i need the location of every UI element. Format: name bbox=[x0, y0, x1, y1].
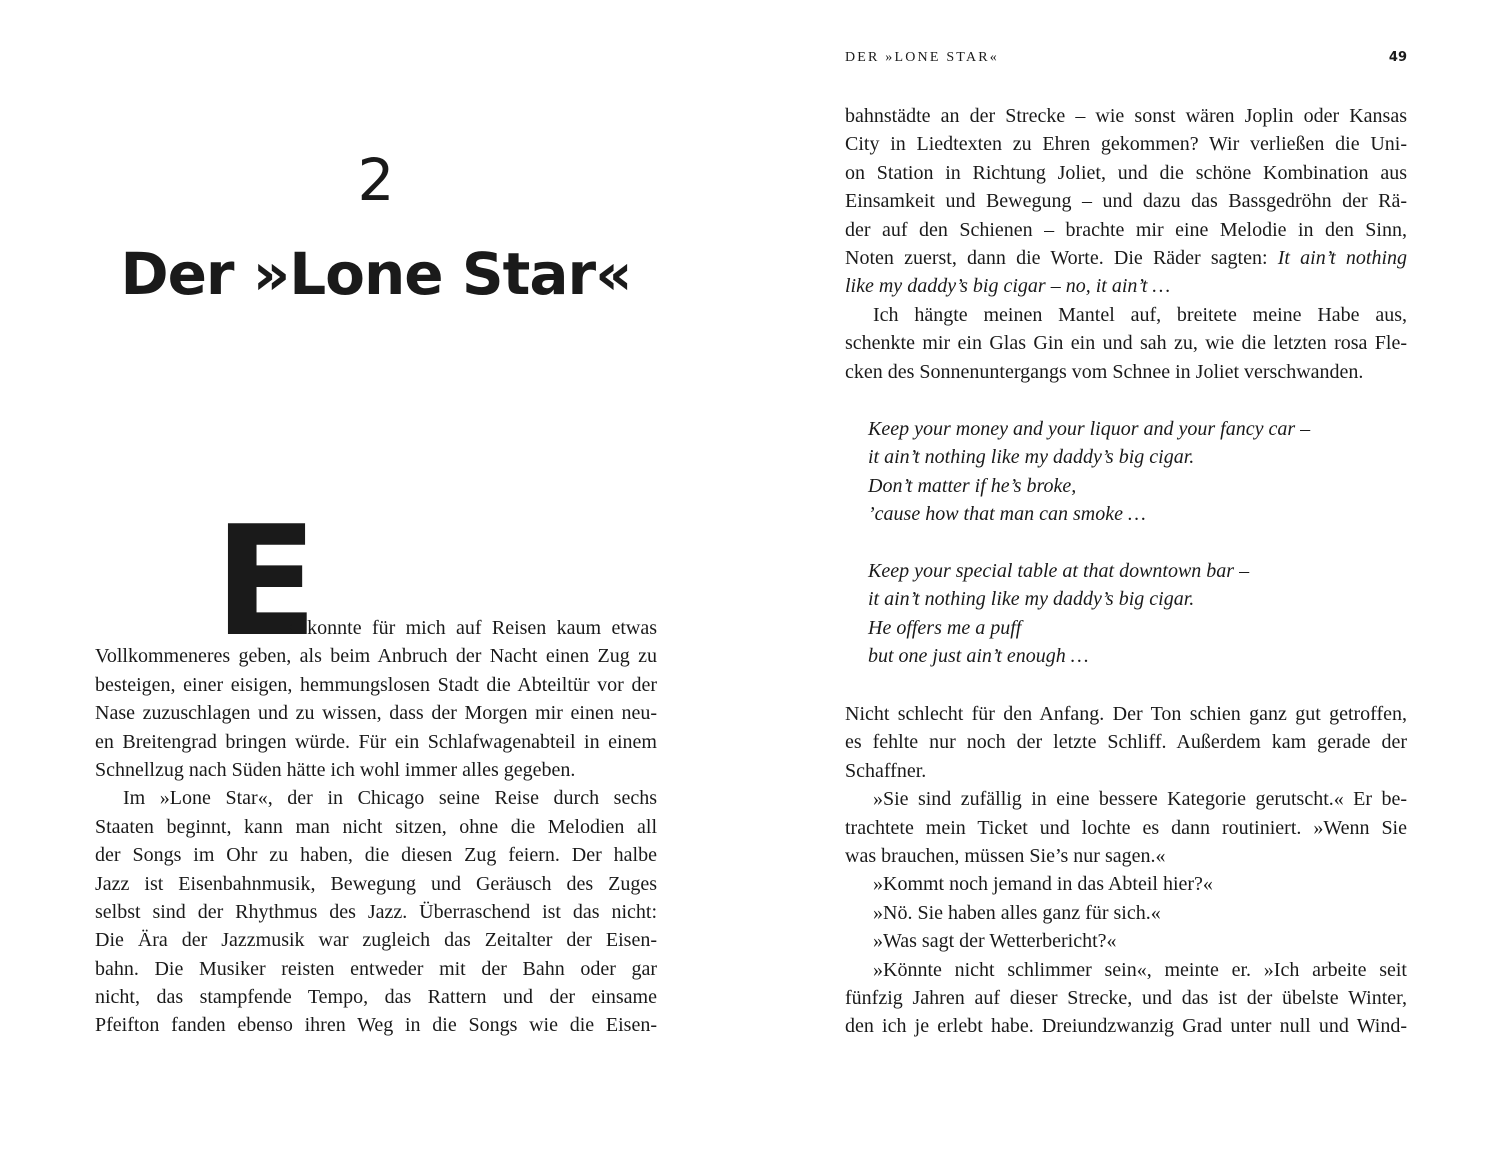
text-line: bahnstädte an der Strecke – wie sonst wären Joplin oder Kansas bbox=[845, 105, 1407, 127]
text-line: on Station in Richtung Joliet, und die schöne Kombination aus bbox=[845, 161, 1407, 184]
right-body-text-bottom bbox=[845, 700, 1407, 1041]
right-page bbox=[750, 0, 1500, 1154]
text-line: Ich hängte meinen Mantel auf, breitete meine Habe aus, bbox=[873, 303, 1407, 326]
text-line: der Songs im Ohr zu haben, die diesen Zug feiern. Der halbe bbox=[95, 844, 657, 867]
text-line: »Könnte nicht schlimmer sein«, meinte er. »Ich arbeite seit bbox=[873, 958, 1407, 981]
text-line: cken des Sonnenuntergangs vom Schnee in Joliet verschwanden. bbox=[845, 360, 1364, 383]
text-line: was brauchen, müssen Sie’s nur sagen.« bbox=[845, 844, 1166, 867]
text-line: Nicht schlecht für den Anfang. Der Ton schien ganz gut getroffen, bbox=[845, 703, 1407, 725]
chapter-number: 2 bbox=[357, 146, 395, 214]
text-line: »Nö. Sie haben alles ganz für sich.« bbox=[873, 901, 1161, 924]
running-head: DER »LONE STAR« bbox=[845, 50, 999, 65]
text-line: »Kommt noch jemand in das Abteil hier?« bbox=[873, 873, 1213, 896]
verse-stanza-2 bbox=[868, 557, 1368, 671]
text-line: selbst sind der Rhythmus des Jazz. Überraschend ist das nicht: bbox=[95, 900, 657, 923]
verse-line: it ain’t nothing like my daddy’s big cigar. bbox=[868, 446, 1195, 469]
verse-stanza-1 bbox=[868, 415, 1368, 529]
text-line: »Sie sind zufällig in eine bessere Kategorie gerutscht.« Er be- bbox=[873, 788, 1407, 811]
text-line: en Breitengrad bringen würde. Für ein Schlafwagenabteil in einem bbox=[95, 730, 657, 753]
text-line: fünfzig Jahren auf dieser Strecke, und das ist der übelste Winter, bbox=[845, 986, 1407, 1009]
text-span: Noten zuerst, dann die Worte. Die Räder sagten: bbox=[845, 246, 1278, 269]
left-body-text bbox=[95, 614, 657, 1040]
chapter-title: Der »Lone Star« bbox=[120, 240, 632, 308]
text-line: besteigen, einer eisigen, hemmungslosen Stadt die Abteiltür vor der bbox=[95, 673, 657, 696]
text-line: Schnellzug nach Süden hätte ich wohl immer alles gegeben. bbox=[95, 758, 576, 781]
text-line: Vollkommeneres geben, als beim Anbruch der Nacht einen Zug zu bbox=[95, 645, 657, 668]
text-line: City in Liedtexten zu Ehren gekommen? Wir verließen die Uni- bbox=[845, 133, 1407, 156]
text-line: bahn. Die Musiker reisten entweder mit der Bahn oder gar bbox=[95, 957, 657, 980]
text-line: den ich je erlebt habe. Dreiundzwanzig Grad unter null und Wind- bbox=[845, 1015, 1407, 1038]
text-line: Die Ära der Jazzmusik war zugleich das Zeitalter der Eisen- bbox=[95, 929, 657, 952]
verse-line: Don’t matter if he’s broke, bbox=[868, 474, 1077, 497]
text-line: Jazz ist Eisenbahnmusik, Bewegung und Geräusch des Zuges bbox=[95, 872, 657, 895]
text-line: Staaten beginnt, kann man nicht sitzen, ohne die Melodien all bbox=[95, 815, 657, 838]
lyric-inline: It ain’t nothing bbox=[1277, 246, 1407, 269]
text-line: Pfeifton fanden ebenso ihren Weg in die Songs wie die Eisen- bbox=[95, 1014, 657, 1037]
text-line-mixed bbox=[845, 244, 1407, 272]
verse-line: it ain’t nothing like my daddy’s big cigar. bbox=[868, 588, 1195, 611]
right-body-text-top bbox=[845, 102, 1407, 386]
text-line: trachtete mein Ticket und lochte es dann routiniert. »Wenn Sie bbox=[845, 816, 1407, 839]
verse-line: Keep your special table at that downtown bar – bbox=[868, 560, 1250, 582]
page-number: 49 bbox=[1388, 50, 1407, 65]
text-line: »Was sagt der Wetterbericht?« bbox=[873, 930, 1117, 953]
text-line: schenkte mir ein Glas Gin ein und sah zu, wie die letzten rosa Fle- bbox=[845, 332, 1407, 355]
text-line: Einsamkeit und Bewegung – und dazu das Bassgedröhn der Rä- bbox=[845, 190, 1407, 213]
text-line: es fehlte nur noch der letzte Schliff. Außerdem kam gerade der bbox=[845, 731, 1407, 754]
text-line: nicht, das stampfende Tempo, das Rattern und der einsame bbox=[95, 986, 657, 1009]
text-line: s konnte für mich auf Reisen kaum etwas bbox=[289, 617, 657, 639]
verse-line: Keep your money and your liquor and your fancy car – bbox=[868, 418, 1311, 440]
text-line: Schaffner. bbox=[845, 759, 927, 782]
text-line bbox=[845, 272, 1407, 300]
text-line: Im »Lone Star«, der in Chicago seine Reise durch sechs bbox=[123, 787, 657, 810]
verse-line: He offers me a puff bbox=[868, 616, 1022, 639]
lyric-inline: like my daddy’s big cigar – no, it ain’t … bbox=[845, 275, 1171, 298]
verse-line: but one just ain’t enough … bbox=[868, 645, 1089, 668]
drop-cap: E bbox=[214, 493, 318, 670]
text-line: Nase zuzuschlagen und zu wissen, dass der Morgen mir einen neu- bbox=[95, 702, 657, 725]
text-line: der auf den Schienen – brachte mir eine Melodie in den Sinn, bbox=[845, 218, 1407, 241]
verse-line: ’cause how that man can smoke … bbox=[868, 503, 1146, 526]
